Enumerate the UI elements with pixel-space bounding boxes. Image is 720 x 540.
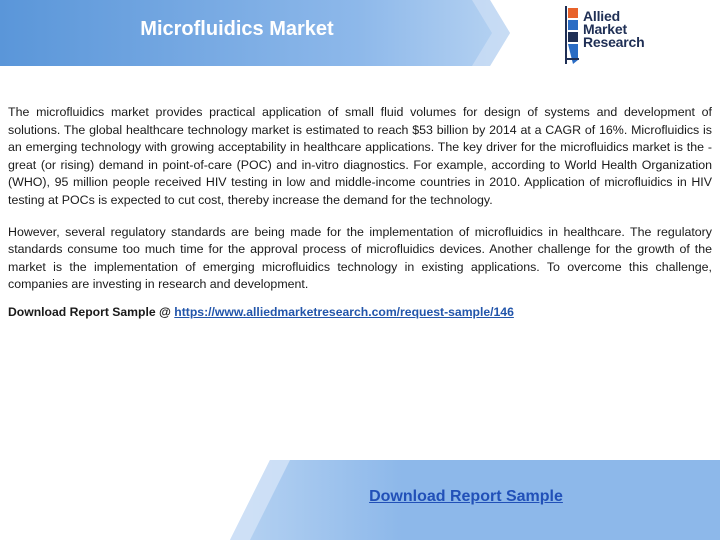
download-sample-prefix: Download Report Sample @ [8,304,175,319]
allied-market-research-logo [565,6,715,68]
page-title: Microfluidics Market [140,18,334,40]
footer-banner [230,460,720,540]
download-sample-url-link[interactable]: https://www.alliedmarketresearch.com/request-sample/146 [174,304,514,319]
logo-line-research: Research [583,34,645,50]
logo-line-allied: Allied [583,8,620,24]
article-body [8,104,712,322]
header-banner [0,0,510,66]
paragraph-intro: The microfluidics market provides practical application of small fluid volumes for design of systems and development of solutions. The global healthcare technology market is estimated to reach $53 billion by 2014 at a CAGR of 16%. Microfluidics is an emerging technology with growing acceptability in healthcare applications. The key driver for the microfluidics market is the -great (or rising) demand in point-of-care (POC) and in-vitro diagnostics. For example, according to World Health Organization (WHO), 95 million people received HIV testing in low and middle-income countries in 2010. Application of microfluidics in HIV testing at POCs is expected to cut cost, thereby increase the demand for the technology. [8,105,712,207]
logo-mark-icon [565,6,585,68]
download-report-sample-link[interactable]: Download Report Sample [369,488,563,505]
logo-line-market: Market [583,21,627,37]
logo-wordmark [583,10,644,49]
paragraph-challenges: However, several regulatory standards are being made for the implementation of microfluidics in healthcare. The regulatory standards consume too much time for the approval process of microfluidics devices. Another challenge for the growth of the market is the implementation of emerging microfluidics technology in existing applications. To overcome this challenge, companies are investing in research and development. [8,224,712,292]
download-sample-line [8,304,712,322]
